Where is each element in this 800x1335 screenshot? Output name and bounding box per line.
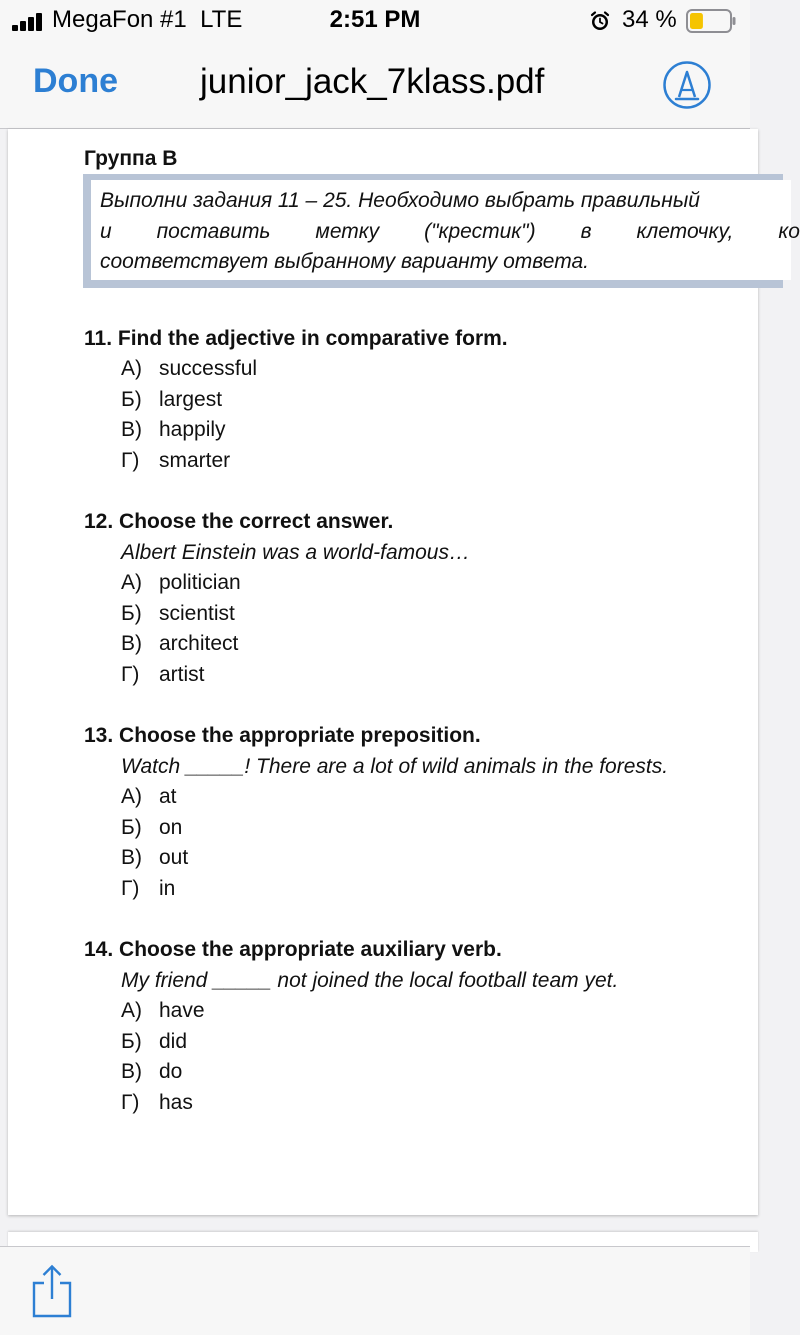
carrier-name: MegaFon #1 [52,6,187,33]
status-time: 2:51 PM [329,6,421,33]
option-letter: А) [121,999,142,1022]
question-title: 11. Find the adjective in comparative form. [84,327,508,350]
option-text: largest [159,387,223,411]
answer-option [121,385,508,416]
answer-option [121,782,668,813]
alarm-icon [589,10,611,32]
share-icon [30,1263,74,1319]
question-12 [84,506,470,690]
option-text: in [159,876,176,900]
instruction-word: ко [778,220,800,243]
option-text: has [159,1090,193,1114]
nav-bar [0,40,750,129]
instruction-line-1: Выполни задания 11 – 25. Необходимо выбрать правильный [100,189,700,212]
option-letter: В) [121,632,142,655]
option-text: at [159,785,177,808]
share-button[interactable] [30,1263,74,1319]
instruction-text [91,180,800,280]
option-letter: Б) [121,1029,142,1053]
network-type: LTE [200,6,243,33]
bottom-toolbar [0,1246,750,1335]
option-letter: Б) [121,601,142,625]
instruction-line-2 [100,220,800,244]
option-letter: Г) [121,1090,140,1114]
option-letter: Б) [121,387,142,411]
answer-option [121,1057,618,1088]
answer-option [121,996,618,1027]
answer-option [121,629,470,660]
option-letter: В) [121,846,142,869]
answer-option [121,1088,618,1119]
question-prompt: Albert Einstein was a world-famous… [121,541,470,564]
answer-option [121,843,668,874]
answer-option [121,354,508,385]
option-text: politician [159,571,241,594]
instruction-word: в [580,220,592,243]
question-title: 14. Choose the appropriate auxiliary verb. [84,938,502,961]
option-letter: Г) [121,876,140,900]
answer-option [121,446,508,477]
answer-option [121,1027,618,1058]
option-text: have [159,999,205,1022]
question-prompt: Watch _____! There are a lot of wild animals in the forests. [121,755,669,778]
instruction-word: клеточку, [636,220,734,243]
answer-option [121,599,470,630]
option-text: successful [159,357,258,380]
option-text: on [159,815,183,839]
battery-icon [686,9,736,33]
question-title: 12. Choose the correct answer. [84,510,394,533]
option-letter: В) [121,418,142,441]
answer-option [121,813,668,844]
done-button[interactable]: Done [33,62,118,100]
instruction-word: метку [315,220,380,243]
option-text: scientist [159,601,235,625]
option-text: smarter [159,448,231,472]
option-text: artist [159,662,205,686]
markup-pen-icon [662,60,712,110]
instruction-word: поставить [156,220,271,243]
option-text: architect [159,632,239,655]
option-text: do [159,1060,183,1083]
option-text: did [159,1029,188,1053]
instruction-line-3: соответствует выбранному варианту ответа. [100,250,589,273]
option-letter: А) [121,357,142,380]
answer-option [121,874,668,905]
answer-option [121,568,470,599]
instruction-word: и [100,220,112,243]
group-heading: Группа В [84,147,178,170]
question-13 [84,720,668,904]
instruction-box [83,174,800,288]
question-11 [84,323,508,476]
question-14 [84,934,618,1118]
status-bar [0,0,750,40]
option-text: out [159,846,189,869]
option-letter: Б) [121,815,142,839]
option-letter: В) [121,1060,142,1083]
option-text: happily [159,418,226,441]
markup-button[interactable] [662,60,712,110]
answer-option [121,415,508,446]
answer-option [121,660,470,691]
question-title: 13. Choose the appropriate preposition. [84,724,481,747]
option-letter: А) [121,571,142,594]
instruction-word: ("крестик") [424,220,536,243]
pdf-page[interactable] [8,129,800,1215]
document-title: junior_jack_7klass.pdf [200,62,545,101]
option-letter: Г) [121,448,140,472]
option-letter: А) [121,785,142,808]
question-prompt: My friend _____ not joined the local football team yet. [121,969,619,992]
option-letter: Г) [121,662,140,686]
battery-percent: 34 % [622,6,677,33]
